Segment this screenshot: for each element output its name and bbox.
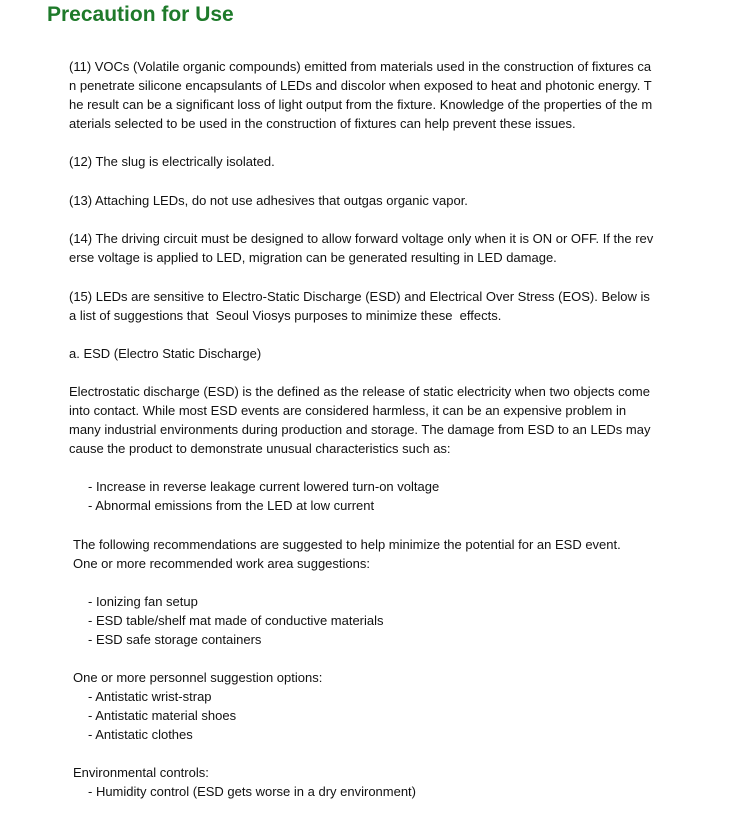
personnel-list-item: - Antistatic clothes bbox=[88, 727, 193, 742]
work-area-list-item: - ESD table/shelf mat made of conductive materials bbox=[88, 613, 384, 628]
recommendation-line: The following recommendations are suggested to help minimize the potential for an ESD event. bbox=[73, 537, 621, 552]
environmental-heading: Environmental controls: bbox=[73, 765, 209, 780]
esd-heading: a. ESD (Electro Static Discharge) bbox=[69, 346, 262, 361]
work-area-list-item: - Ionizing fan setup bbox=[88, 594, 198, 609]
personnel-list-item: - Antistatic wrist-strap bbox=[88, 689, 212, 704]
symptom-list-item: - Increase in reverse leakage current lowered turn-on voltage bbox=[88, 479, 440, 494]
note-line: (11) VOCs (Volatile organic compounds) emitted from materials used in the construction of fixtures ca bbox=[69, 59, 652, 74]
note-line: aterials selected to be used in the construction of fixtures can help prevent these issues. bbox=[69, 116, 576, 131]
work-area-list-item: - ESD safe storage containers bbox=[88, 632, 262, 647]
note-line: (14) The driving circuit must be designed to allow forward voltage only when it is ON or OFF. If the rev bbox=[69, 231, 654, 246]
note-line: (15) LEDs are sensitive to Electro-Static Discharge (ESD) and Electrical Over Stress (EOS). Below is bbox=[69, 289, 650, 304]
note-line: he result can be a significant loss of light output from the fixture. Knowledge of the properties of the m bbox=[69, 97, 653, 112]
esd-intro-line: into contact. While most ESD events are considered harmless, it can be an expensive problem in bbox=[69, 403, 627, 418]
symptom-list-item: - Abnormal emissions from the LED at low current bbox=[88, 498, 375, 513]
personnel-list-item: - Antistatic material shoes bbox=[88, 708, 237, 723]
esd-intro-line: cause the product to demonstrate unusual characteristics such as: bbox=[69, 441, 451, 456]
personnel-heading: One or more personnel suggestion options: bbox=[73, 670, 323, 685]
note-line: a list of suggestions that Seoul Viosys purposes to minimize these effects. bbox=[69, 308, 502, 323]
esd-intro-line: Electrostatic discharge (ESD) is the defined as the release of static electricity when two objects come bbox=[69, 384, 650, 399]
recommendation-line: One or more recommended work area suggestions: bbox=[73, 556, 370, 571]
note-line: (12) The slug is electrically isolated. bbox=[69, 154, 275, 169]
environmental-list-item: - Humidity control (ESD gets worse in a dry environment) bbox=[88, 784, 417, 799]
note-line: n penetrate silicone encapsulants of LEDs and discolor when exposed to heat and photonic energy. T bbox=[69, 78, 652, 93]
esd-intro-line: many industrial environments during production and storage. The damage from ESD to an LEDs may bbox=[69, 422, 651, 437]
page-title: Precaution for Use bbox=[47, 3, 234, 26]
note-line: erse voltage is applied to LED, migration can be generated resulting in LED damage. bbox=[69, 250, 557, 265]
note-line: (13) Attaching LEDs, do not use adhesives that outgas organic vapor. bbox=[69, 193, 468, 208]
